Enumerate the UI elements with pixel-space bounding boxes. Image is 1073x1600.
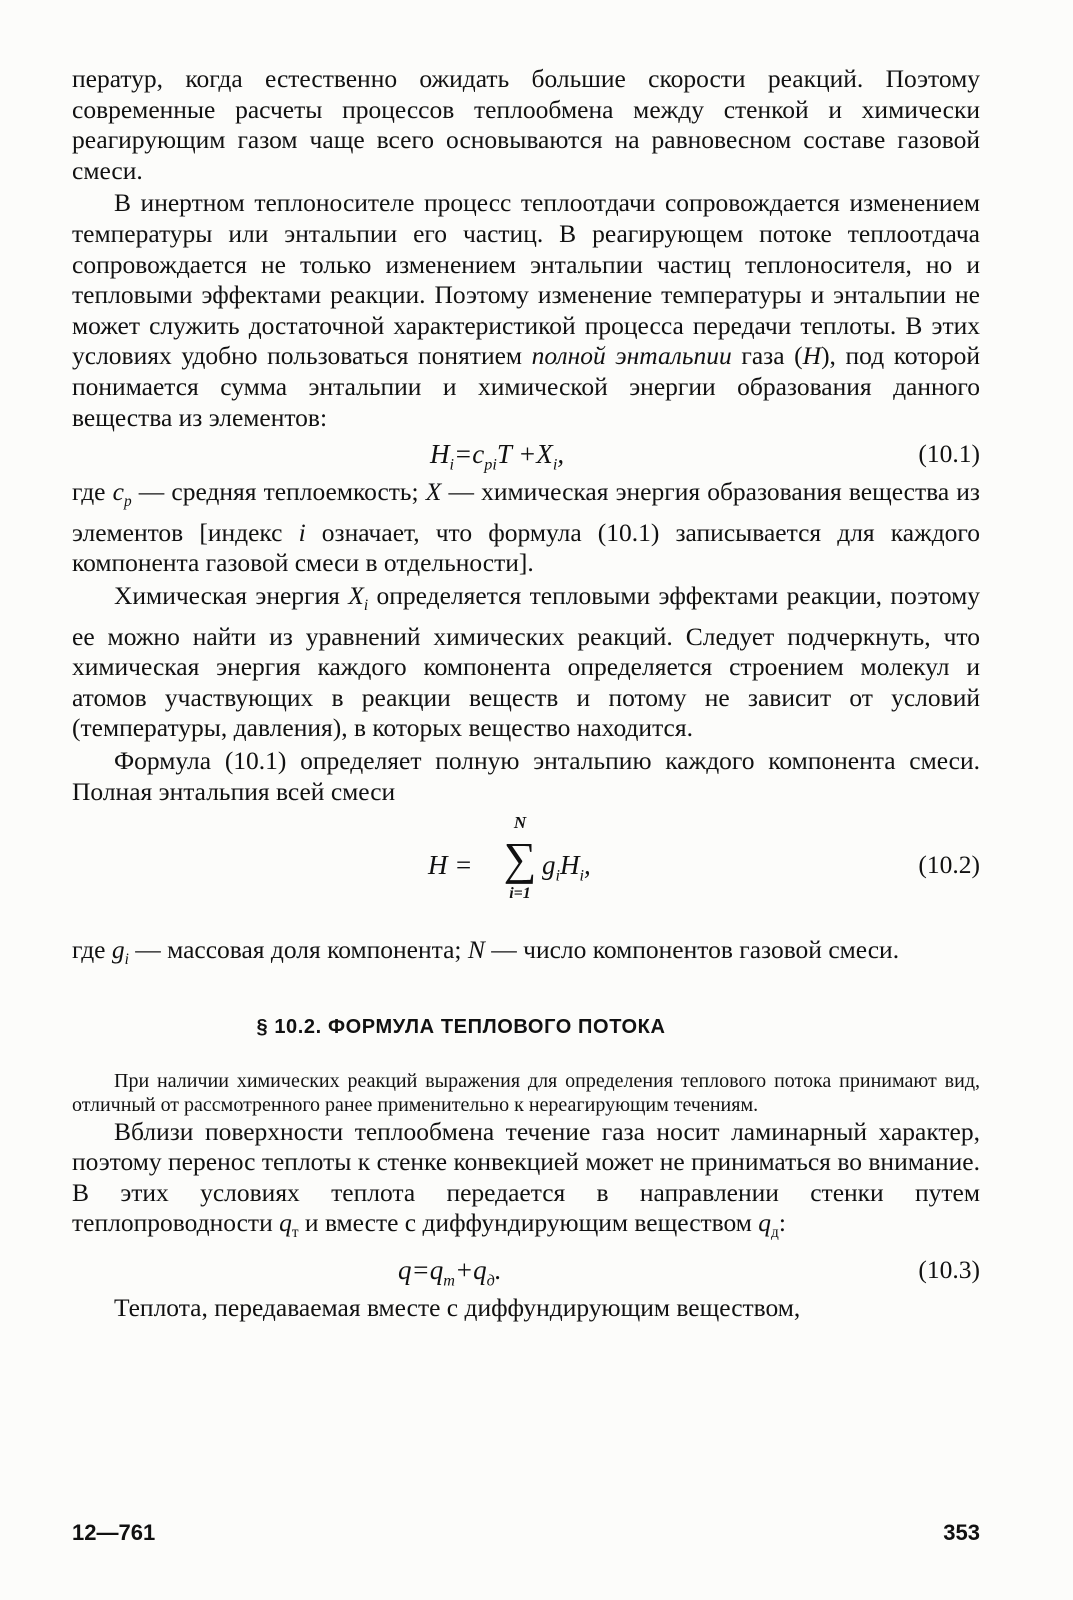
- equation-10-1: [72, 435, 980, 475]
- paragraph-1: ператур, когда естественно ожидать большие скорости реакций. Поэтому современные расчеты процессов теплообмена между стенкой и химически реагирующим газом чаще всего основываются на равновесном составе газовой смеси.: [72, 64, 980, 185]
- equation-10-1-number: (10.1): [918, 439, 980, 469]
- page-number: 353: [943, 1520, 980, 1545]
- paragraph-7: Вблизи поверхности теплообмена течение газа носит ламинарный характер, поэтому перенос теплоты к стенке конвекцией может не приниматься во внимание. В этих условиях теплота передается в направлении стенки путем теплопроводности $q_т$ и вместе с диффундирующим веществом $q_д$:: [72, 1116, 980, 1242]
- paragraph-3: где $c_p$ — средняя теплоемкость; X — химическая энергия образования вещества из элементов [индекс i означает, что формула (10.1) записывается для каждого компонента газовой смеси в отдельности].: [72, 477, 980, 578]
- paragraph-2: В инертном теплоносителе процесс теплоотдачи сопровождается изменением температуры или энтальпии его частиц. В реагирующем потоке теплоотдача сопровождается не только изменением энтальпии частиц теплоносителя, но и тепловыми эффектами реакции. Поэтому изменение температуры и энтальпии не может служить достаточной характеристикой процесса передачи теплоты. В этих условиях удобно пользоваться понятием полной энтальпии газа (H), под которой понимается сумма энтальпии и химической энергии образования данного вещества из элементов:: [72, 188, 980, 432]
- paragraph-5: Формула (10.1) определяет полную энтальпию каждого компонента смеси. Полная энтальпия всей смеси: [72, 746, 980, 806]
- equation-10-2-rhs: $g_iH_i$,: [542, 850, 591, 885]
- equation-10-3-formula: $q=q_т+q_д$.: [398, 1255, 502, 1290]
- equation-10-3-number: (10.3): [918, 1255, 980, 1284]
- section-abstract: При наличии химических реакций выражения для определения теплового потока принимают вид, отличный от рассмотренного ранее применительно к нереагирующим течениям.: [72, 1069, 980, 1116]
- sum-upper-limit: N: [513, 813, 527, 833]
- section-heading: § 10.2. ФОРМУЛА ТЕПЛОВОГО ПОТОКА: [256, 1015, 666, 1038]
- sum-lower-limit: i=1: [509, 885, 531, 903]
- equation-10-2: [72, 813, 980, 931]
- equation-10-1-formula: $H_i=c_{pi}T +X_i$,: [430, 439, 565, 474]
- equation-10-3: [72, 1251, 980, 1291]
- paragraph-4: Химическая энергия $X_i$ определяется тепловыми эффектами реакции, поэтому ее можно найти из уравнений химических реакций. Следует подчеркнуть, что химическая энергия каждого компонента определяется строением молекул и атомов участвующих в реакции веществ и потому не зависит от условий (температуры, давления), в которых вещество находится.: [72, 581, 980, 743]
- page-body: [72, 64, 980, 1324]
- equation-10-2-number: (10.2): [918, 850, 980, 880]
- summation: [498, 813, 542, 903]
- printer-signature: 12—761: [72, 1520, 156, 1545]
- paragraph-6: где $g_i$ — массовая доля компонента; N — число компонентов газовой смеси.: [72, 935, 900, 969]
- sigma-symbol: ∑: [503, 833, 537, 885]
- paragraph-8: Теплота, передаваемая вместе с диффундирующим веществом,: [114, 1293, 801, 1322]
- equation-10-2-lhs: H =: [428, 850, 473, 881]
